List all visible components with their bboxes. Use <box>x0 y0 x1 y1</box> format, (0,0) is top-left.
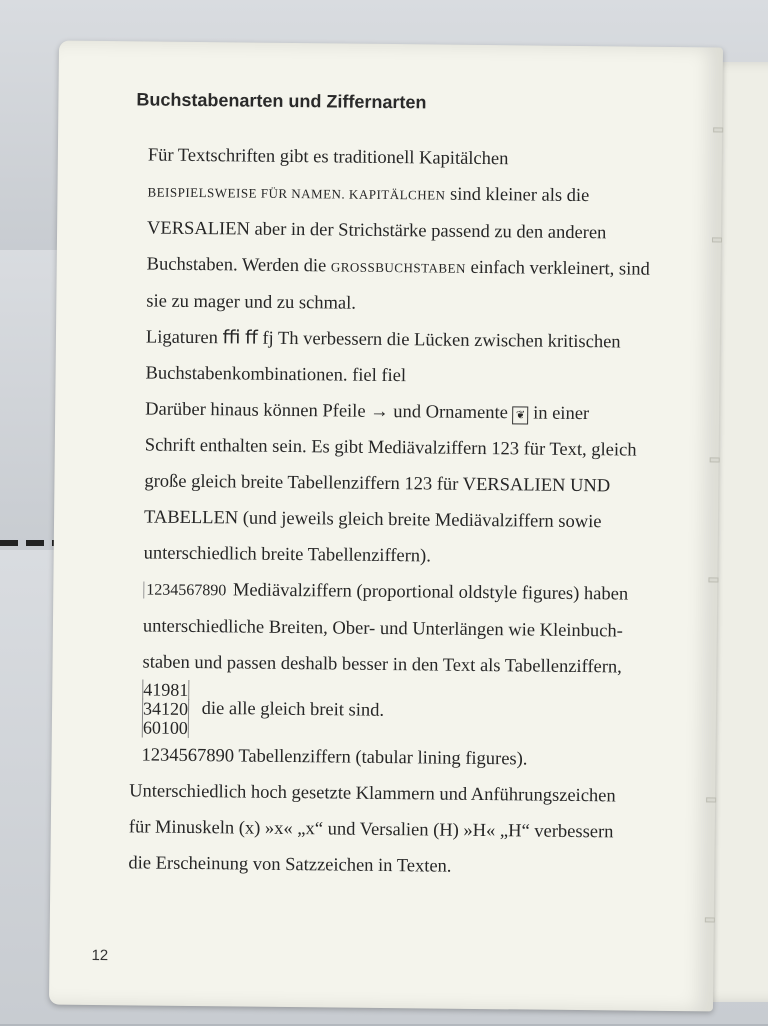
text-line: große gleich breite Tabellenziffern 123 für VERSALIEN UND <box>144 471 611 497</box>
text-line: für Minuskeln (x) »x« „x“ und Versalien (H) »H« „H“ verbessern <box>128 817 614 843</box>
text-line: Ligaturen ﬃ ﬀ fj Th verbessern die Lücken zwischen kritischen <box>145 327 621 353</box>
text-line: staben und passen deshalb besser in den Text als Tabellenziffern, <box>142 652 622 678</box>
small-caps-text: BEISPIELSWEISE FÜR NAMEN. KAPITÄLCHEN <box>147 184 446 203</box>
text-line: TABELLEN (und jeweils gleich breite Mediävalziffern sowie <box>143 507 602 533</box>
ornament-icon: ❦ <box>512 406 528 424</box>
text-line: Schrift enthalten sein. Es gibt Mediävalziffern 123 für Text, gleich <box>144 435 637 461</box>
text-line: einfach verkleinert, sind <box>470 257 650 280</box>
text-line: unterschiedlich breite Tabellenziffern). <box>143 543 432 567</box>
text-line: sind kleiner als die <box>449 184 590 207</box>
text-line: Darüber hinaus können Pfeile → und Ornamente <box>145 399 508 424</box>
binding-stitch <box>710 457 720 462</box>
binding-stitch <box>708 577 718 582</box>
paragraph-kapitaelchen <box>146 137 668 324</box>
tabular-digits: 1234567890 <box>141 745 235 767</box>
binding-stitch <box>705 917 715 922</box>
paragraph-pfeile <box>144 391 666 576</box>
text-line: Tabellenziffern (tabular lining figures). <box>238 746 528 770</box>
text-line: die Erscheinung von Satzzeichen in Texten. <box>128 853 452 877</box>
tabular-digit-grid <box>142 680 190 737</box>
text-line: Buchstabenkombinationen. fiel fiel <box>145 363 407 387</box>
text-line: Buchstaben. Werden die <box>146 254 327 277</box>
section-heading: Buchstabenarten und Ziffernarten <box>136 89 427 113</box>
digit-row: 60100 <box>142 717 188 738</box>
paragraph-ziffern <box>141 571 663 778</box>
page-number: 12 <box>91 946 109 965</box>
text-line: Mediävalziffern (proportional oldstyle figures) haben <box>232 580 629 605</box>
text-line: die alle gleich breit sind. <box>201 698 385 721</box>
text-line: unterschiedliche Breiten, Ober- und Unterlängen wie Kleinbuch- <box>142 616 623 642</box>
binding-stitch <box>712 237 722 242</box>
paragraph-klammern <box>128 773 661 887</box>
text-line: VERSALIEN aber in der Strichstärke passend zu den anderen <box>146 218 607 244</box>
book-page <box>49 41 723 1012</box>
body-text <box>128 137 668 886</box>
binding-stitch <box>706 797 716 802</box>
oldstyle-digits: 1234567890 <box>143 581 228 599</box>
binding-stitch <box>713 127 723 132</box>
paragraph-ligaturen <box>145 319 666 396</box>
text-line: Unterschiedlich hoch gesetzte Klammern und Anführungszeichen <box>129 781 616 807</box>
digit-row: 34120 <box>142 698 189 719</box>
small-caps-text: GROSSBUCHSTABEN <box>330 259 466 276</box>
text-line: in einer <box>533 403 590 425</box>
digit-row: 41981 <box>143 679 189 700</box>
text-line: Für Textschriften gibt es traditionell Kapitälchen <box>147 145 509 170</box>
text-line: sie zu mager und zu schmal. <box>146 291 357 314</box>
